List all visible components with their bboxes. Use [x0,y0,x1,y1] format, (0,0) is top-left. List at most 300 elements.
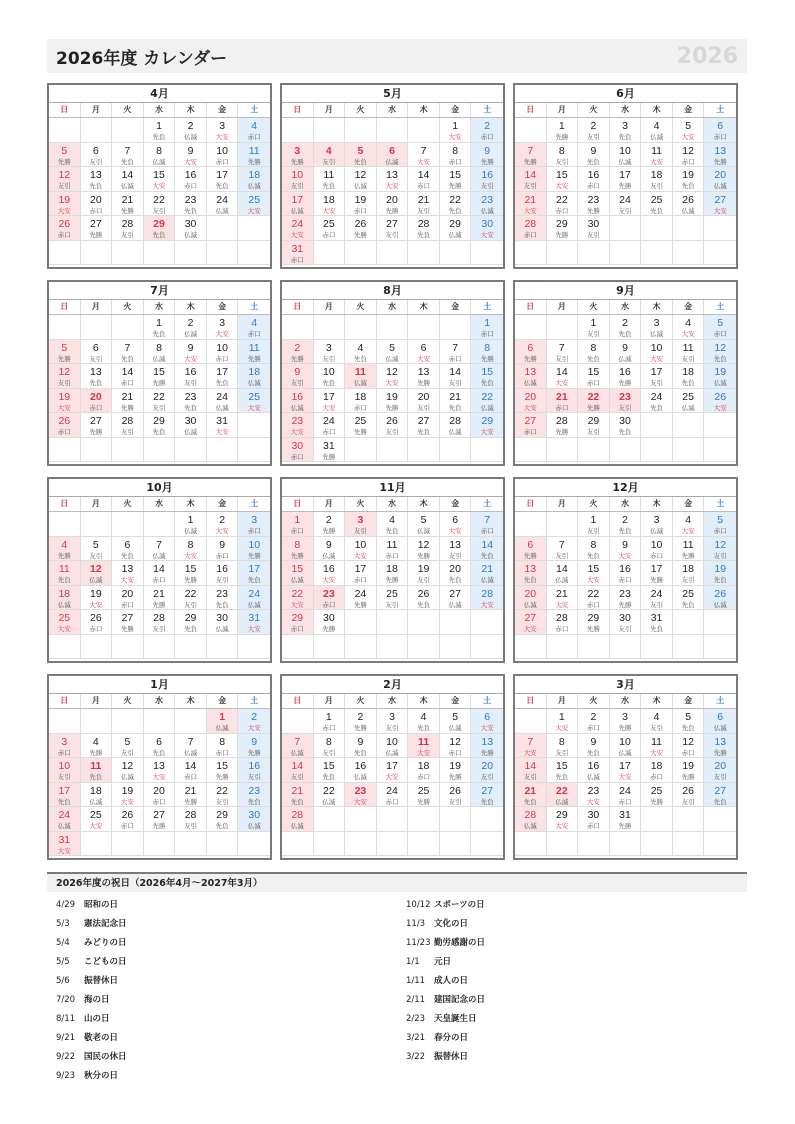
rokuyo-label: 先勝 [681,773,695,781]
empty-cell [673,241,705,266]
day-cell [112,413,144,438]
day-cell [345,192,377,217]
day-number: 1 [325,711,332,723]
month-title: 11月 [282,479,503,497]
weekday-label: 火 [578,103,610,117]
day-cell [408,216,440,241]
day-grid [515,709,736,856]
day-cell [515,167,547,192]
rokuyo-label: 先負 [480,797,494,806]
day-cell [112,807,144,832]
day-number: 14 [481,538,494,551]
day-cell [704,709,736,734]
day-number: 10 [619,144,631,157]
rokuyo-label: 大安 [555,822,569,830]
day-number: 2 [187,120,194,132]
empty-cell [377,241,409,266]
weekday-header [515,103,736,118]
weekday-header [282,694,503,709]
day-cell [81,586,113,611]
day-cell [440,167,472,192]
empty-cell [238,635,270,660]
day-cell [207,364,239,389]
day-cell [377,413,409,438]
day-cell [282,438,314,463]
day-number: 21 [524,784,537,797]
empty-cell [673,438,705,463]
empty-cell [408,635,440,660]
day-number: 19 [449,760,461,772]
rokuyo-label: 仏滅 [417,527,431,535]
day-cell [49,586,81,611]
rokuyo-label: 大安 [523,625,537,633]
rokuyo-label: 先負 [353,354,367,363]
day-cell [207,807,239,832]
holiday-date: 3/21 [406,1033,426,1043]
weekday-label: 日 [282,300,314,314]
day-number: 8 [294,538,301,551]
empty-cell [704,635,736,660]
rokuyo-label: 大安 [215,133,229,141]
rokuyo-label: 大安 [681,330,695,338]
day-cell [238,340,270,365]
day-cell [515,143,547,168]
empty-cell [81,832,113,857]
day-number: 16 [323,563,335,575]
holiday-name: 秋分の日 [84,1071,119,1081]
day-number: 3 [622,120,628,132]
empty-cell [314,118,346,143]
rokuyo-label: 友引 [555,354,569,363]
day-cell [282,586,314,611]
day-number: 28 [524,218,537,230]
day-cell [610,586,642,611]
rokuyo-label: 友引 [89,354,103,363]
day-number: 18 [386,563,398,575]
weekday-label: 土 [483,105,492,114]
rokuyo-label: 大安 [215,428,229,436]
rokuyo-label: 先勝 [152,822,166,830]
rokuyo-label: 先勝 [555,133,569,141]
day-cell [314,340,346,365]
rokuyo-label: 友引 [57,379,71,387]
empty-cell [282,118,314,143]
rokuyo-label: 大安 [650,354,664,363]
rokuyo-label: 仏滅 [215,724,229,732]
day-number: 10 [248,538,261,551]
day-number: 5 [124,735,131,748]
rokuyo-label: 先負 [120,157,134,166]
rokuyo-label: 先負 [417,600,431,609]
rokuyo-label: 大安 [290,600,304,609]
day-cell [610,340,642,365]
day-cell [641,561,673,586]
day-cell [578,389,610,414]
day-number: 24 [354,587,367,600]
day-cell [704,315,736,340]
day-number: 29 [481,415,494,427]
day-cell [547,734,579,759]
day-number: 2 [622,514,628,526]
day-number: 8 [156,144,162,157]
weekday-label: 水 [144,300,176,314]
day-number: 12 [682,144,694,157]
day-number: 31 [291,242,304,255]
day-number: 24 [323,415,335,427]
day-cell [440,389,472,414]
day-number: 5 [452,711,459,723]
rokuyo-label: 仏滅 [57,600,71,609]
day-cell [207,118,239,143]
rokuyo-label: 大安 [448,133,462,141]
rokuyo-label: 赤口 [480,330,494,338]
rokuyo-label: 先負 [290,797,304,806]
rokuyo-label: 友引 [618,625,632,633]
rokuyo-label: 先負 [152,133,166,141]
day-number: 7 [558,538,565,551]
day-cell [515,783,547,808]
rokuyo-label: 大安 [555,724,569,732]
rokuyo-label: 赤口 [57,231,71,239]
rokuyo-label: 先負 [586,551,600,560]
day-cell [641,340,673,365]
rokuyo-label: 赤口 [184,773,198,781]
day-cell [471,364,503,389]
day-cell [704,192,736,217]
day-cell [238,586,270,611]
day-cell [641,118,673,143]
rokuyo-label: 仏滅 [290,206,304,215]
day-cell [144,783,176,808]
day-number: 17 [619,169,631,181]
empty-cell [578,832,610,857]
day-cell [408,413,440,438]
day-number: 3 [294,144,301,157]
day-number: 7 [187,735,194,748]
rokuyo-label: 友引 [417,576,431,584]
holiday-item [397,991,747,1010]
day-cell [144,340,176,365]
day-number: 20 [449,563,461,575]
day-cell [471,709,503,734]
day-cell [175,512,207,537]
day-number: 18 [650,169,663,181]
empty-cell [314,241,346,266]
rokuyo-label: 友引 [555,748,569,757]
day-cell [578,561,610,586]
day-cell [282,364,314,389]
day-cell [578,709,610,734]
rokuyo-label: 先負 [681,182,695,190]
day-cell [610,364,642,389]
day-number: 21 [524,193,537,206]
day-number: 30 [248,809,261,821]
day-number: 14 [449,366,461,378]
weekday-label: 日 [515,300,547,314]
day-number: 29 [291,612,304,624]
rokuyo-label: 先勝 [618,182,632,190]
rokuyo-label: 先負 [152,330,166,338]
day-number: 28 [449,415,461,427]
day-cell [440,216,472,241]
day-cell [547,561,579,586]
day-number: 25 [248,193,261,206]
holiday-column-left [47,896,397,1086]
day-number: 17 [216,169,228,181]
day-cell [175,783,207,808]
holiday-name: 天皇誕生日 [434,1014,477,1024]
rokuyo-label: 先負 [353,748,367,757]
day-number: 5 [685,711,692,723]
empty-cell [81,635,113,660]
day-cell [314,413,346,438]
day-number: 17 [248,563,261,575]
day-number: 17 [323,390,335,403]
day-cell [112,537,144,562]
rokuyo-label: 大安 [247,206,261,215]
month-title: 4月 [49,85,270,103]
day-number: 26 [449,784,461,797]
day-number: 5 [389,341,395,354]
day-number: 22 [587,587,600,600]
rokuyo-label: 仏滅 [353,379,367,387]
empty-cell [345,807,377,832]
empty-cell [345,118,377,143]
day-cell [610,167,642,192]
day-grid [515,118,736,265]
day-number: 18 [90,784,102,797]
rokuyo-label: 大安 [152,182,166,190]
rokuyo-label: 友引 [618,206,632,215]
month-title: 7月 [49,282,270,300]
rokuyo-label: 仏滅 [650,133,664,141]
rokuyo-label: 先勝 [353,600,367,609]
rokuyo-label: 赤口 [650,773,664,781]
day-number: 23 [248,784,261,797]
rokuyo-label: 先勝 [353,231,367,239]
day-number: 27 [90,218,102,230]
empty-cell [440,610,472,635]
day-cell [408,734,440,759]
day-number: 30 [619,612,631,624]
holiday-item [397,896,747,915]
weekday-label: 土 [716,302,725,311]
day-cell [547,340,579,365]
empty-cell [377,610,409,635]
day-number: 31 [323,439,335,452]
rokuyo-label: 先勝 [152,379,166,387]
day-number: 23 [619,587,631,600]
empty-cell [345,241,377,266]
weekday-label: 金 [673,694,705,708]
rokuyo-label: 先負 [618,428,632,436]
empty-cell [515,241,547,266]
day-number: 10 [291,169,304,181]
rokuyo-label: 先勝 [57,157,71,166]
rokuyo-label: 友引 [89,551,103,560]
rokuyo-label: 友引 [713,773,727,781]
weekday-header [515,694,736,709]
day-grid [49,118,270,265]
day-number: 30 [184,218,197,230]
day-cell [144,758,176,783]
day-cell [440,512,472,537]
day-cell [345,758,377,783]
holiday-item [47,934,397,953]
rokuyo-label: 友引 [586,231,600,239]
day-grid [49,709,270,856]
rokuyo-label: 友引 [120,428,134,436]
weekday-label: 木 [408,694,440,708]
day-number: 29 [216,809,228,821]
rokuyo-label: 大安 [523,748,537,757]
day-cell [175,734,207,759]
day-number: 6 [156,735,162,748]
day-number: 27 [524,415,537,427]
rokuyo-label: 友引 [152,625,166,633]
empty-cell [49,118,81,143]
empty-cell [377,438,409,463]
day-cell [314,512,346,537]
day-number: 14 [153,563,165,575]
holiday-column-right [397,896,747,1086]
rokuyo-label: 先負 [152,748,166,757]
rokuyo-label: 赤口 [448,157,462,166]
day-cell [578,315,610,340]
rokuyo-label: 仏滅 [555,797,569,806]
empty-cell [704,413,736,438]
rokuyo-label: 大安 [681,527,695,535]
day-number: 11 [354,366,366,378]
day-cell [282,734,314,759]
rokuyo-label: 友引 [586,428,600,436]
day-cell [345,216,377,241]
day-number: 23 [323,587,335,600]
rokuyo-label: 友引 [417,206,431,215]
rokuyo-label: 友引 [448,379,462,387]
rokuyo-label: 先勝 [247,157,261,166]
day-cell [610,758,642,783]
rokuyo-label: 仏滅 [353,773,367,781]
day-cell [515,340,547,365]
rokuyo-label: 友引 [681,576,695,584]
weekday-label: 日 [282,497,314,511]
rokuyo-label: 大安 [523,403,537,412]
day-cell [175,807,207,832]
day-number: 3 [653,514,660,526]
day-number: 30 [291,439,304,452]
day-number: 16 [291,390,304,403]
day-number: 6 [92,144,99,157]
day-cell [440,561,472,586]
rokuyo-label: 仏滅 [448,600,462,609]
holiday-name: 振替休日 [434,1052,469,1062]
empty-cell [578,635,610,660]
day-number: 13 [481,735,494,748]
rokuyo-label: 先勝 [448,773,462,781]
day-number: 26 [682,193,694,206]
day-cell [175,586,207,611]
day-number: 10 [216,341,228,354]
day-number: 21 [556,587,568,600]
rokuyo-label: 先勝 [618,379,632,387]
empty-cell [547,241,579,266]
day-cell [314,438,346,463]
day-cell [81,143,113,168]
day-number: 21 [481,563,494,575]
day-number: 17 [650,563,663,575]
day-cell [207,586,239,611]
rokuyo-label: 仏滅 [184,527,198,535]
day-number: 27 [714,784,727,797]
rokuyo-label: 友引 [480,773,494,781]
day-cell [175,758,207,783]
day-cell [673,364,705,389]
rokuyo-label: 赤口 [290,452,304,461]
rokuyo-label: 大安 [152,773,166,781]
day-cell [49,561,81,586]
empty-cell [81,709,113,734]
day-cell [547,364,579,389]
day-number: 4 [357,341,364,354]
day-number: 8 [156,341,162,354]
rokuyo-label: 友引 [322,748,336,757]
weekday-label: 月 [547,497,579,511]
day-number: 30 [184,415,197,427]
rokuyo-label: 仏滅 [713,600,727,609]
holiday-name: 勤労感謝の日 [434,938,486,948]
weekday-header [515,300,736,315]
day-number: 15 [556,169,568,181]
empty-cell [81,512,113,537]
rokuyo-label: 先勝 [184,576,198,584]
empty-cell [49,241,81,266]
weekday-label: 木 [641,300,673,314]
rokuyo-label: 仏滅 [681,206,695,215]
empty-cell [175,438,207,463]
day-cell [238,783,270,808]
day-number: 28 [556,612,568,624]
rokuyo-label: 仏滅 [713,182,727,190]
day-cell [704,586,736,611]
empty-cell [471,241,503,266]
month-title: 8月 [282,282,503,300]
day-cell [578,586,610,611]
day-cell [471,143,503,168]
day-cell [471,734,503,759]
day-cell [345,364,377,389]
weekday-label: 月 [314,103,346,117]
rokuyo-label: 仏滅 [713,379,727,387]
empty-cell [610,216,642,241]
rokuyo-label: 赤口 [184,182,198,190]
day-cell [282,216,314,241]
day-number: 1 [590,317,597,329]
rokuyo-label: 赤口 [120,600,134,609]
empty-cell [377,832,409,857]
rokuyo-label: 仏滅 [247,600,261,609]
day-cell [144,118,176,143]
day-number: 25 [354,415,367,427]
rokuyo-label: 赤口 [586,379,600,387]
day-cell [49,143,81,168]
empty-cell [641,241,673,266]
day-number: 16 [587,169,600,181]
day-cell [547,216,579,241]
day-number: 26 [354,218,367,230]
day-number: 31 [650,612,663,624]
empty-cell [673,216,705,241]
